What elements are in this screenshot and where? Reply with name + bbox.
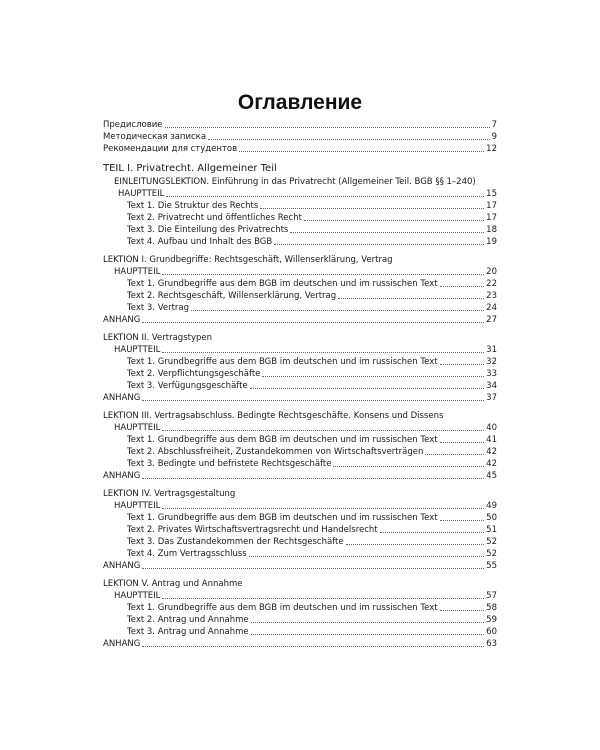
- toc-entry-anhang: ANHANG 45: [103, 471, 497, 481]
- toc-entry: Text 1. Grundbegriffe aus dem BGB im deutschen und im russischen Text 50: [127, 513, 497, 523]
- toc-entry: Text 2. Rechtsgeschäft, Willenserklärung, Vertrag 23: [127, 291, 497, 301]
- lesson-heading: LEKTION I. Grundbegriffe: Rechtsgeschäft, Willenserklärung, Vertrag: [103, 255, 393, 265]
- toc-entry: Рекомендации для студентов 12: [103, 144, 497, 154]
- toc-entry-hauptteil: HAUPTTEIL 15: [118, 189, 497, 199]
- toc-entry-hauptteil: HAUPTTEIL 20: [114, 267, 497, 277]
- toc-entry-anhang: ANHANG 55: [103, 561, 497, 571]
- toc-entry: Text 1. Die Struktur des Rechts 17: [127, 201, 497, 211]
- page-title: Оглавление: [237, 91, 363, 114]
- toc-entry-hauptteil: HAUPTTEIL 31: [114, 345, 497, 355]
- toc-entry: Text 1. Grundbegriffe aus dem BGB im deutschen und im russischen Text 41: [127, 435, 497, 445]
- toc-entry-hauptteil: HAUPTTEIL 40: [114, 423, 497, 433]
- toc-entry: Text 2. Privates Wirtschaftsvertragsrecht und Handelsrecht 51: [127, 525, 497, 535]
- toc-entry: Методическая записка 9: [103, 132, 497, 142]
- toc-entry: Text 2. Privatrecht und öffentliches Recht 17: [127, 213, 497, 223]
- toc-entry: Text 1. Grundbegriffe aus dem BGB im deutschen und im russischen Text 58: [127, 603, 497, 613]
- toc-entry-anhang: ANHANG 37: [103, 393, 497, 403]
- toc-entry-anhang: ANHANG 63: [103, 639, 497, 649]
- lesson-heading: LEKTION IV. Vertragsgestaltung: [103, 489, 236, 499]
- lesson-heading: EINLEITUNGSLEKTION. Einführung in das Privatrecht (Allgemeiner Teil. BGB §§ 1–240): [114, 177, 476, 187]
- lesson-heading: LEKTION III. Vertragsabschluss. Bedingte Rechtsgeschäfte. Konsens und Dissens: [103, 411, 444, 421]
- toc-entry: Text 3. Verfügungsgeschäfte 34: [127, 381, 497, 391]
- toc-entry: Text 2. Antrag und Annahme 59: [127, 615, 497, 625]
- toc-entry: Text 3. Antrag und Annahme 60: [127, 627, 497, 637]
- lesson-heading: LEKTION V. Antrag und Annahme: [103, 579, 243, 589]
- lesson-heading: LEKTION II. Vertragstypen: [103, 333, 213, 343]
- toc-entry: Text 3. Die Einteilung des Privatrechts 18: [127, 225, 497, 235]
- toc-entry: Text 4. Zum Vertragsschluss 52: [127, 549, 497, 559]
- toc-entry: Text 2. Abschlussfreiheit, Zustandekommen von Wirtschaftsverträgen 42: [127, 447, 497, 457]
- toc-entry: Text 4. Aufbau und Inhalt des BGB 19: [127, 237, 497, 247]
- toc-entry: Text 3. Das Zustandekommen der Rechtsgeschäfte 52: [127, 537, 497, 547]
- toc-entry-hauptteil: HAUPTTEIL 57: [114, 591, 497, 601]
- toc-entry: Text 1. Grundbegriffe aus dem BGB im deutschen und im russischen Text 32: [127, 357, 497, 367]
- part-heading: TEIL I. Privatrecht. Allgemeiner Teil: [103, 163, 277, 174]
- toc-entry: Text 3. Vertrag 24: [127, 303, 497, 313]
- toc-entry-anhang: ANHANG 27: [103, 315, 497, 325]
- table-of-contents: [103, 119, 497, 650]
- toc-entry: Предисловие 7: [103, 120, 497, 130]
- toc-entry-hauptteil: HAUPTTEIL 49: [114, 501, 497, 511]
- toc-entry: Text 2. Verpflichtungsgeschäfte 33: [127, 369, 497, 379]
- toc-entry: Text 1. Grundbegriffe aus dem BGB im deutschen und im russischen Text 22: [127, 279, 497, 289]
- toc-entry: Text 3. Bedingte und befristete Rechtsgeschäfte 42: [127, 459, 497, 469]
